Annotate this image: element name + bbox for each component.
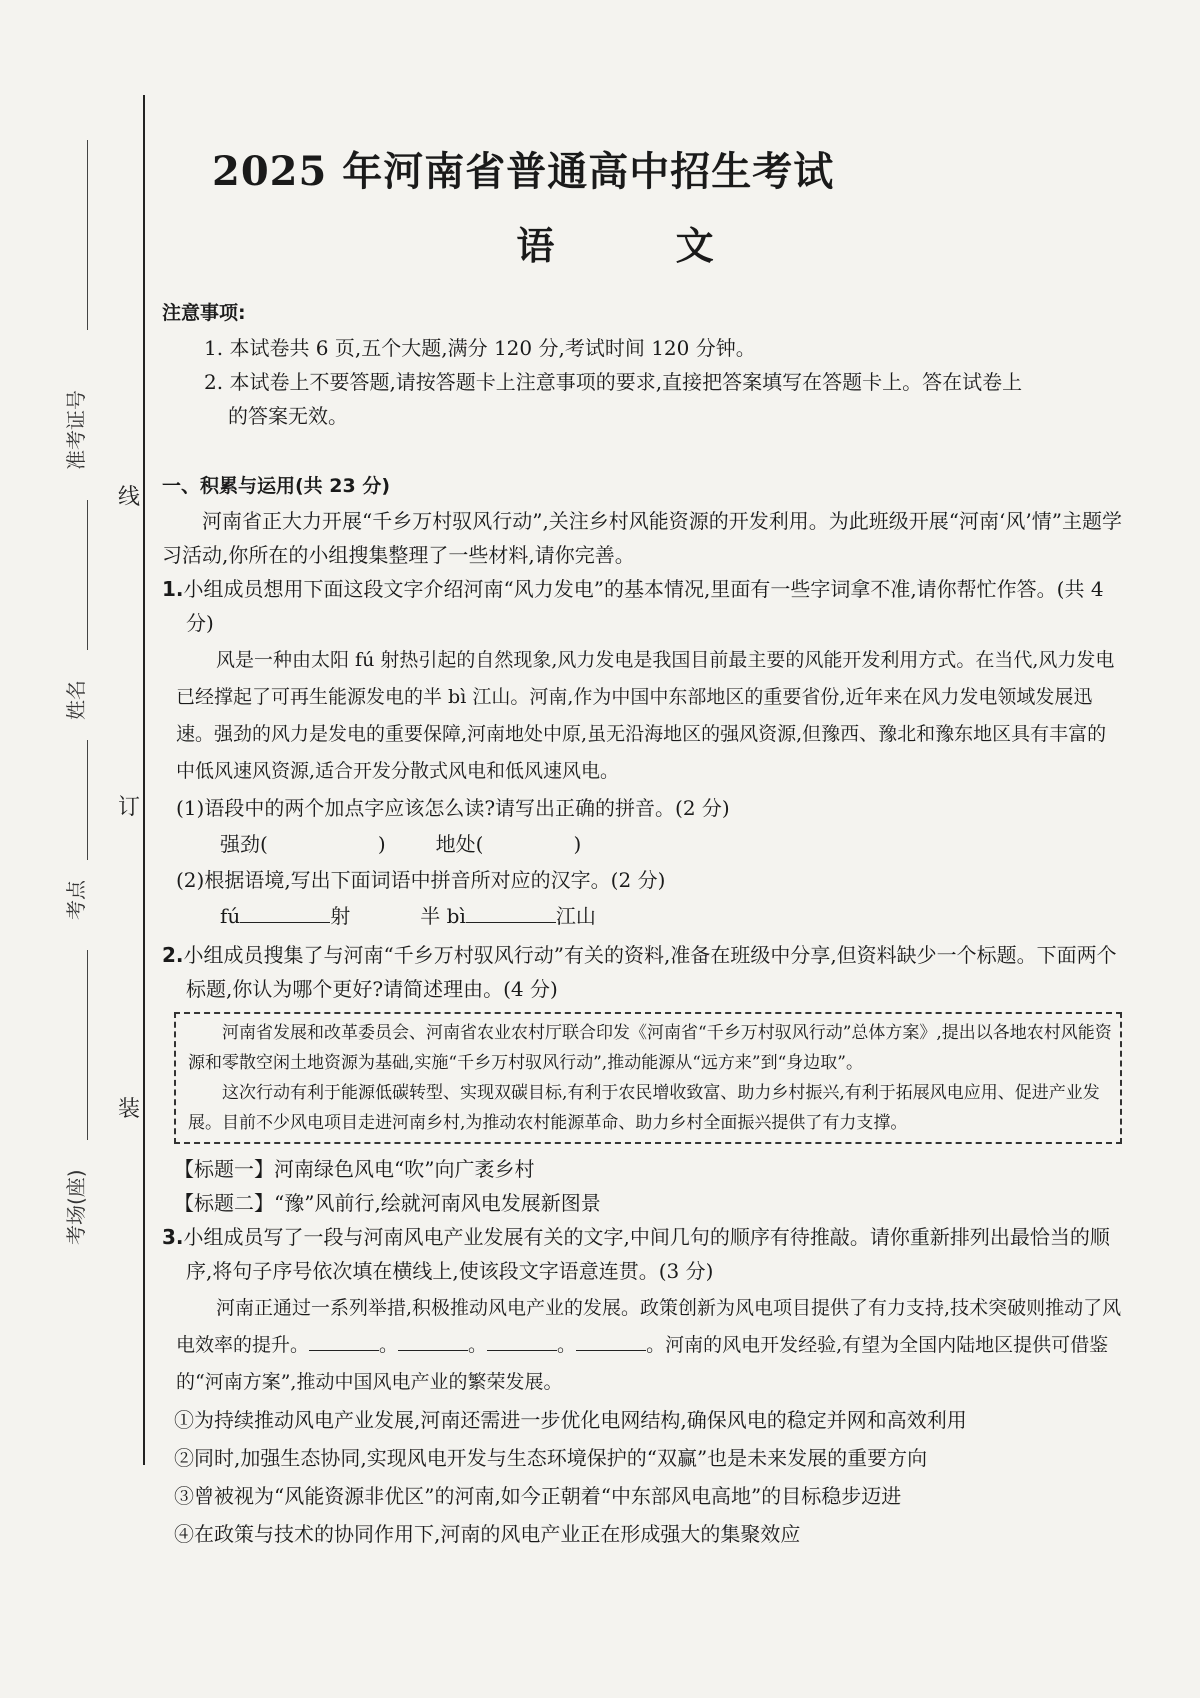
answer-blank[interactable] (466, 900, 556, 923)
question-3-passage: 河南正通过一系列举措,积极推动风电产业的发展。政策创新为风电项目提供了有力支持,技术突破则推动了风电效率的提升。 。 。 。 。河南的风电开发经验,有望为全国内陆地区提供可借鉴的“河南方案”,推动中国风电产业的繁荣发展。 (176, 1297, 1122, 1393)
question-3 (162, 1220, 1122, 1288)
fill-label: 强劲( (220, 832, 268, 856)
page-title: 2025 年河南省普通高中招生考试 (212, 148, 835, 195)
question-2-prompt: 小组成员搜集了与河南“千乡万村驭风行动”有关的资料,准备在班级中分享,但资料缺少一个标题。下面两个标题,你认为哪个更好?请简述理由。(4 分) (183, 943, 1117, 1001)
field-room-seat: 考场(座) (64, 1169, 88, 1245)
note-item: 的答案无效。 (228, 404, 348, 428)
field-room-seat-line (87, 950, 88, 1140)
material-paragraph: 河南省发展和改革委员会、河南省农业农村厅联合印发《河南省“千乡万村驭风行动”总体方案》,提出以各地农村风能资源和零散空闲土地资源为基础,实施“千乡万村驭风行动”,推动能源从“远方来”到“身边取”。 (188, 1023, 1112, 1073)
question-2-material-box (174, 1012, 1122, 1144)
sentence-option-3: ③曾被视为“风能资源非优区”的河南,如今正朝着“中东部风电高地”的目标稳步迈进 (174, 1484, 902, 1508)
binding-margin (0, 0, 150, 1698)
title-option-1: 【标题一】河南绿色风电“吹”向广袤乡村 (174, 1157, 535, 1181)
question-1-fill-1 (220, 826, 1122, 862)
question-1-sub-2: (2)根据语境,写出下面词语中拼音所对应的汉字。(2 分) (176, 868, 666, 892)
question-1-sub-1: (1)语段中的两个加点字应该怎么读?请写出正确的拼音。(2 分) (176, 796, 730, 820)
fill-label: ) (377, 832, 386, 856)
passage-text: 河南的风电开发经验,有望为全国内陆地区提供可借鉴的“河南方案”,推动中国风电产业的繁荣发展。 (176, 1334, 1109, 1393)
answer-blank[interactable] (240, 900, 330, 923)
mark-order: 订 (118, 795, 141, 820)
question-1-prompt: 小组成员想用下面这段文字介绍河南“风力发电”的基本情况,里面有一些字词拿不准,请你帮忙作答。(共 4 分) (183, 577, 1104, 635)
note-item: 2. 本试卷上不要答题,请按答题卡上注意事项的要求,直接把答案填写在答题卡上。答在试卷上 (204, 370, 1023, 394)
order-blank-1[interactable] (309, 1328, 379, 1351)
question-3-number: 3. (162, 1225, 184, 1249)
passage-text: 河南正通过一系列举措,积极推动风电产业的发展。政策创新为风电项目提供了有力支持,技术突破则推动了风电效率的提升。 (176, 1297, 1122, 1356)
note-item: 1. 本试卷共 6 页,五个大题,满分 120 分,考试时间 120 分钟。 (204, 336, 756, 360)
binding-line (143, 95, 145, 1465)
question-1-fill-2 (220, 898, 1122, 934)
notes (162, 298, 1122, 433)
section-1-heading: 一、积累与运用(共 23 分) (162, 475, 391, 497)
fill-label: fú (220, 904, 241, 928)
section-1 (162, 471, 1122, 1553)
fill-label: 江山 (555, 904, 596, 928)
field-exam-site-line (87, 740, 88, 860)
fill-label: 地处( (435, 832, 484, 856)
notes-heading: 注意事项: (162, 302, 246, 324)
exam-page (162, 140, 1122, 1553)
question-1-passage: 风是一种由太阳 fú 射热引起的自然现象,风力发电是我国目前最主要的风能开发利用方式。在当代,风力发电已经撑起了可再生能源发电的半 bì 江山。河南,作为中国中东部地区的重要省份,近年来在风力发电领域发展迅速。强劲的风力是发电的重要保障,河南地处中原,虽无沿海地区的强风资源,但豫西、豫北和豫东地区具有丰富的中低风速风资源,适合开发分散式风电和低风速风电。 (176, 649, 1115, 782)
question-1 (162, 572, 1122, 640)
field-name-line (87, 500, 88, 650)
question-2-number: 2. (162, 943, 184, 967)
field-exam-id: 准考证号 (64, 390, 88, 470)
sentence-option-1: ①为持续推动风电产业发展,河南还需进一步优化电网结构,确保风电的稳定并网和高效利用 (174, 1408, 967, 1432)
material-paragraph: 这次行动有利于能源低碳转型、实现双碳目标,有利于农民增收致富、助力乡村振兴,有利于拓展风电应用、促进产业发展。目前不少风电项目走进河南乡村,为推动农村能源革命、助力乡村全面振兴提供了有力支撑。 (188, 1083, 1100, 1133)
mark-bind: 装 (118, 1097, 141, 1122)
fill-label: 射 (330, 904, 351, 928)
subject-title: 语 文 (516, 223, 768, 268)
section-1-intro: 河南省正大力开展“千乡万村驭风行动”,关注乡村风能资源的开发利用。为此班级开展“河南‘风’情”主题学习活动,你所在的小组搜集整理了一些材料,请你完善。 (162, 509, 1122, 567)
order-blank-2[interactable] (398, 1328, 468, 1351)
sentence-option-4: ④在政策与技术的协同作用下,河南的风电产业正在形成强大的集聚效应 (174, 1522, 801, 1546)
question-1-number: 1. (162, 577, 184, 601)
fill-label: 半 bì (420, 904, 466, 928)
order-blank-4[interactable] (576, 1328, 646, 1351)
order-blank-3[interactable] (487, 1328, 557, 1351)
field-name: 姓名 (64, 680, 88, 720)
field-exam-id-line (87, 140, 88, 330)
mark-line: 线 (118, 485, 141, 510)
sentence-option-2: ②同时,加强生态协同,实现风电开发与生态环境保护的“双赢”也是未来发展的重要方向 (174, 1446, 928, 1470)
fill-label: ) (573, 832, 582, 856)
field-exam-site: 考点 (64, 880, 88, 920)
title-option-2: 【标题二】“豫”风前行,绘就河南风电发展新图景 (174, 1191, 601, 1215)
question-2 (162, 938, 1122, 1006)
question-3-prompt: 小组成员写了一段与河南风电产业发展有关的文字,中间几句的顺序有待推敲。请你重新排列出最恰当的顺序,将句子序号依次填在横线上,使该段文字语意连贯。(3 分) (183, 1225, 1110, 1283)
